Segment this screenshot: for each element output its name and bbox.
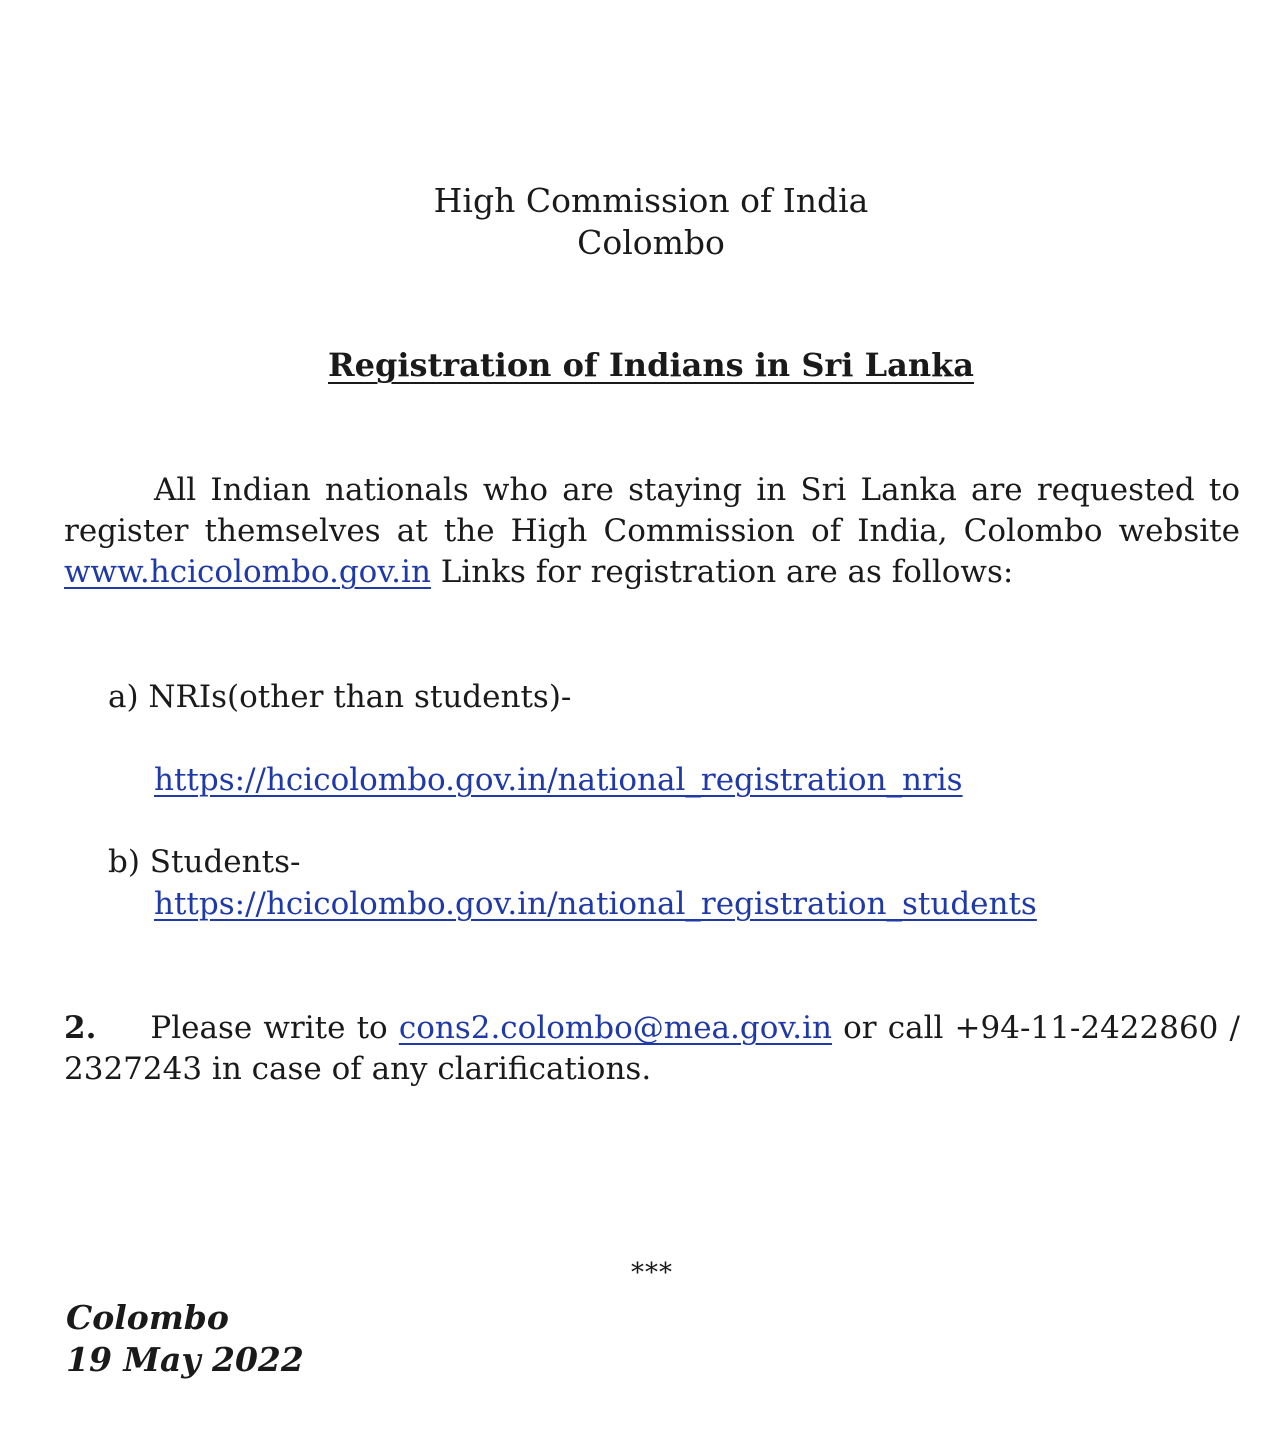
contact-paragraph <box>64 1008 1240 1090</box>
email-link[interactable]: cons2.colombo@mea.gov.in <box>398 1010 832 1046</box>
paragraph-number: 2. <box>64 1010 97 1046</box>
letterhead-city: Colombo <box>577 223 725 262</box>
footer-date: 19 May 2022 <box>66 1340 304 1379</box>
student-registration-link[interactable]: https://hcicolombo.gov.in/national_registration_students <box>154 886 1037 922</box>
item-b-link-wrapper <box>154 884 1037 925</box>
letterhead <box>0 180 1280 264</box>
separator <box>0 1258 1280 1288</box>
footer-place: Colombo <box>66 1298 229 1337</box>
nri-registration-link[interactable]: https://hcicolombo.gov.in/national_registration_nris <box>154 762 963 798</box>
intro-paragraph <box>64 470 1240 593</box>
item-a-label: a) NRIs(other than students)- <box>108 679 572 715</box>
contact-text-after: or call +94-11-2422860 / 2327243 in case of any clarifications. <box>64 1010 1240 1087</box>
intro-text-before: All Indian nationals who are staying in Sri Lanka are requested to register themselves at the High Commission of India, Colombo website <box>64 472 1240 549</box>
footer <box>66 1297 304 1381</box>
website-link[interactable]: www.hcicolombo.gov.in <box>64 554 431 590</box>
document-title <box>0 346 1280 384</box>
intro-text-after: Links for registration are as follows: <box>430 554 1014 590</box>
separator-text: *** <box>631 1258 673 1288</box>
item-b-label: b) Students- <box>108 844 301 880</box>
item-a-link-wrapper <box>154 760 963 801</box>
document-title-text: Registration of Indians in Sri Lanka <box>328 346 974 384</box>
letterhead-organization: High Commission of India <box>433 181 869 220</box>
contact-text-before: Please write to <box>150 1010 399 1046</box>
